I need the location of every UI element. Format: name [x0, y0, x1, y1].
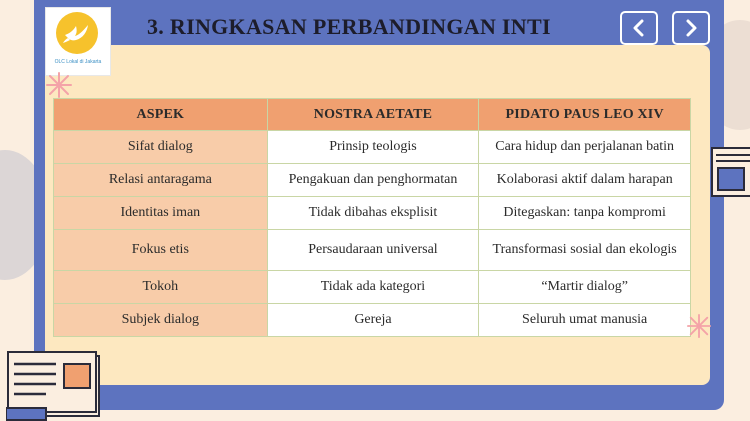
nostra-aetate-cell: Persaudaraan universal — [267, 230, 479, 271]
previous-slide-button[interactable] — [620, 11, 658, 45]
aspect-cell: Fokus etis — [54, 230, 268, 271]
nostra-aetate-cell: Tidak ada kategori — [267, 271, 479, 304]
pidato-cell: “Martir dialog” — [479, 271, 691, 304]
dove-icon — [56, 12, 98, 54]
chevron-right-icon — [683, 18, 699, 38]
comparison-table — [53, 98, 691, 337]
aspect-cell: Identitas iman — [54, 197, 268, 230]
table-row — [54, 164, 691, 197]
aspect-cell: Relasi antaragama — [54, 164, 268, 197]
pidato-cell: Ditegaskan: tanpa kompromi — [479, 197, 691, 230]
table-row — [54, 304, 691, 337]
table-row — [54, 131, 691, 164]
paper-sheet-icon — [710, 146, 750, 198]
column-header-pidato: PIDATO PAUS LEO XIV — [479, 99, 691, 131]
nostra-aetate-cell: Gereja — [267, 304, 479, 337]
next-slide-button[interactable] — [672, 11, 710, 45]
sparkle-icon — [687, 314, 711, 338]
chevron-left-icon — [631, 18, 647, 38]
pidato-cell: Cara hidup dan perjalanan batin — [479, 131, 691, 164]
aspect-cell: Sifat dialog — [54, 131, 268, 164]
table-row — [54, 271, 691, 304]
table-header-row — [54, 99, 691, 131]
column-header-nostra-aetate: NOSTRA AETATE — [267, 99, 479, 131]
pidato-cell: Transformasi sosial dan ekologis — [479, 230, 691, 271]
nostra-aetate-cell: Prinsip teologis — [267, 131, 479, 164]
nostra-aetate-cell: Pengakuan dan penghormatan — [267, 164, 479, 197]
column-header-aspect: ASPEK — [54, 99, 268, 131]
sparkle-icon — [46, 72, 72, 98]
pidato-cell: Seluruh umat manusia — [479, 304, 691, 337]
document-stack-icon — [6, 350, 102, 421]
table-row — [54, 197, 691, 230]
table-row — [54, 230, 691, 271]
organization-logo — [46, 8, 110, 75]
aspect-cell: Subjek dialog — [54, 304, 268, 337]
logo-caption: OLC Lokal di Jakarta — [54, 59, 102, 65]
aspect-cell: Tokoh — [54, 271, 268, 304]
pidato-cell: Kolaborasi aktif dalam harapan — [479, 164, 691, 197]
nostra-aetate-cell: Tidak dibahas eksplisit — [267, 197, 479, 230]
slide-title: 3. RINGKASAN PERBANDINGAN INTI — [147, 14, 551, 39]
